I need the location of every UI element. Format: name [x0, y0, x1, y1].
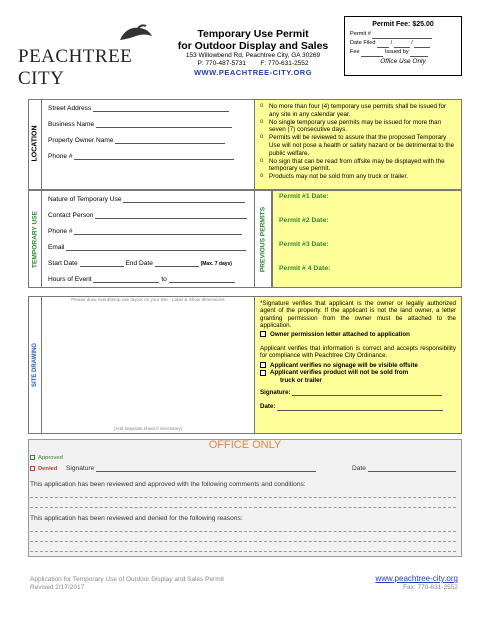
- denied-checkbox[interactable]: Denied: [30, 466, 57, 472]
- nature-of-use-field[interactable]: Nature of Temporary Use: [48, 196, 245, 203]
- contact-person-field[interactable]: Contact Person: [48, 212, 247, 219]
- permit-3-date[interactable]: Permit #3 Date:: [279, 241, 329, 248]
- previous-permits-box: [272, 190, 462, 288]
- previous-permits-label: PREVIOUS PERMITS: [259, 206, 267, 273]
- location-phone-field[interactable]: Phone #: [48, 153, 234, 160]
- not-sold-truck-continued: truck or trailer: [280, 376, 322, 384]
- site-drawing-label: SITE DRAWING: [32, 343, 38, 388]
- rule-item: o Permits will be reviewed to assure that the proposed Temporary Use will not pose a health or safety hazard or be detrimental to the public welfare.: [259, 134, 457, 157]
- location-label: LOCATION: [31, 125, 39, 162]
- start-end-date-field[interactable]: Start Date End Date (Max. 7 days): [48, 260, 232, 267]
- office-signature-field[interactable]: Signature: [66, 465, 316, 472]
- rule-item: o Products may not be sold from any truck or trailer.: [259, 173, 457, 181]
- fee-issued-field[interactable]: Fee Issued by: [350, 48, 456, 57]
- website-link[interactable]: WWW.PEACHTREE-CITY.ORG: [193, 68, 313, 77]
- approved-checkbox[interactable]: Approved: [30, 455, 63, 461]
- logo: [18, 22, 158, 89]
- email-field[interactable]: Email: [48, 244, 246, 251]
- temp-phone-field[interactable]: Phone #: [48, 228, 242, 235]
- address: 153 Willowbend Rd, Peachtree City, GA 30269: [185, 52, 321, 59]
- temporary-use-label: TEMPORARY USE: [31, 210, 39, 269]
- permit-2-date[interactable]: Permit #2 Date:: [279, 217, 329, 224]
- phone: P: 770-487-5731: [197, 60, 246, 67]
- separate-sheet-note: (Add separate sheet if necessary): [113, 426, 183, 431]
- footer-contact: [375, 574, 458, 592]
- fee-box: [344, 16, 462, 76]
- form-title: Temporary Use Permit: [197, 28, 309, 40]
- logo-text: PEACHTREE CITY: [18, 46, 133, 89]
- permit-1-date[interactable]: Permit #1 Date:: [279, 193, 329, 200]
- revision-date: Revised 2/17/2017: [30, 584, 85, 591]
- rule-item: o No single temporary use permits may be issued for more than seven (7) consecutive days.: [259, 119, 457, 134]
- business-name-field[interactable]: Business Name: [48, 121, 232, 128]
- swan-logo-icon: [114, 22, 154, 44]
- footer-website-link[interactable]: www.peachtree-city.org: [375, 574, 458, 583]
- rules-box: [254, 99, 462, 190]
- rule-item: o No more than four (4) temporary use permits shall be issued for any site in any calendar year.: [259, 103, 457, 118]
- site-drawing-instructions: Please draw event/temp use layout on your site - Label & Show dimensions: [71, 297, 225, 302]
- property-owner-field[interactable]: Property Owner Name: [48, 137, 225, 144]
- no-signage-checkbox[interactable]: Applicant verifies no signage will be visible offsite: [260, 362, 456, 369]
- permit-4-date[interactable]: Permit # 4 Date:: [279, 265, 331, 272]
- office-only-section: [28, 439, 462, 557]
- date-filed-field[interactable]: Date Filed / /: [350, 39, 456, 48]
- compliance-text: Applicant verifies that information is correct and accepts responsibility for compliance with Peachtree City Ordinance.: [260, 345, 456, 360]
- permit-number-field[interactable]: Permit #: [350, 30, 456, 39]
- fax: F: 770-631-2552: [260, 60, 309, 67]
- rule-item: o No sign that can be read from offsite may be displayed with the temporary use permit.: [259, 158, 457, 173]
- hours-of-event-field[interactable]: Hours of Event to: [48, 276, 235, 283]
- applicant-signature-field[interactable]: Signature:: [260, 389, 456, 396]
- office-date-field[interactable]: Date: [352, 465, 456, 472]
- office-only-title: OFFICE ONLY: [208, 439, 282, 451]
- not-sold-truck-checkbox[interactable]: Applicant verifies product will not be sold from: [260, 369, 456, 376]
- site-drawing-area[interactable]: [44, 305, 252, 423]
- phone-fax: [168, 60, 338, 68]
- office-use-note: Office Use Only: [380, 58, 426, 65]
- signature-box: [254, 296, 462, 434]
- denied-reasons-label: This application has been reviewed and denied for the following reasons:: [30, 515, 243, 522]
- owner-letter-checkbox[interactable]: Owner permission letter attached to application: [260, 331, 456, 338]
- footer-form-name: Application for Temporary Use of Outdoor Display and Sales Permit Revised 2/17/2017: [30, 576, 224, 591]
- footer-fax: Fax: 770-631-2552: [403, 584, 458, 591]
- street-address-field[interactable]: Street Address: [48, 105, 229, 112]
- approved-comments-label: This application has been reviewed and approved with the following comments and conditions:: [30, 481, 306, 488]
- applicant-date-field[interactable]: Date:: [260, 403, 456, 410]
- fee-title: Permit Fee: $25.00: [372, 21, 434, 28]
- form-subtitle: for Outdoor Display and Sales: [177, 40, 329, 52]
- signature-verification-text: *Signature verifies that applicant is the owner or legally authorized agent of the property. If the applicant is not the land owner, a letter granting permission from the owner must be attached to the application.: [260, 300, 456, 330]
